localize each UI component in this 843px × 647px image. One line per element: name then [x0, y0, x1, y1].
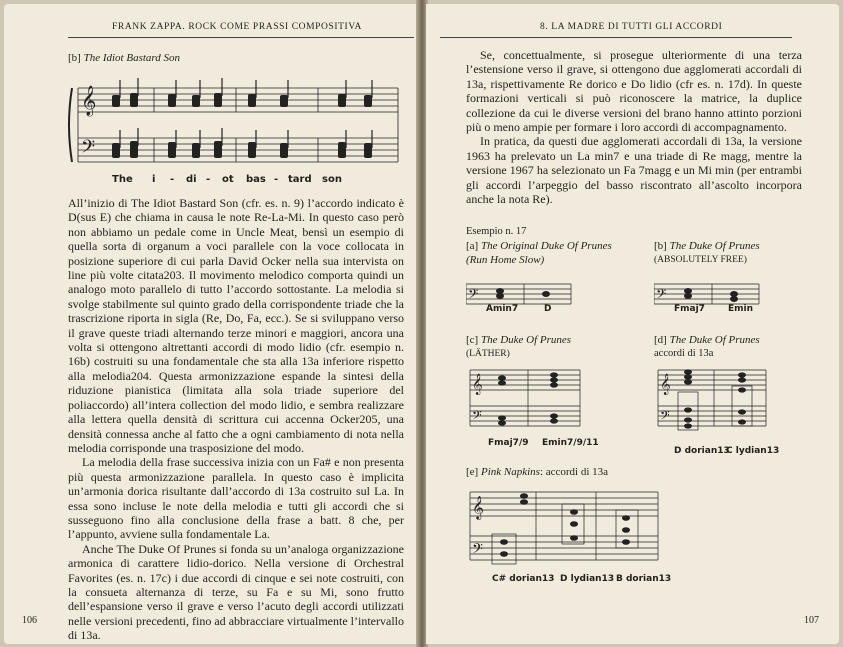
example-tag: [b]	[68, 52, 81, 64]
example-tag: [a]	[466, 240, 479, 252]
header-rule	[440, 37, 792, 38]
score-e	[466, 484, 662, 580]
left-page	[4, 4, 418, 644]
example-tag: [e]	[466, 466, 479, 478]
paragraph: Anche The Duke Of Prunes si fonda su un’analoga organizzazione armonica di carattere lidio-dorico. Nella versione di Orchestral Favorites (es. n. 17c) i due accordi di cinque e sei note costruiti, con la consueta alternanza di terze, su Fa e su Mi, sono frutto dell’espansione verso il grave e verso l’acuto degli accordi utilizzati nelle versioni precedenti, fino ad abbracciare virtualmente l’intervallo di 13a.	[68, 541, 404, 643]
example-title: Pink Napkins	[480, 466, 540, 478]
lyric-syllable: i	[152, 174, 156, 185]
lyric-syllable: The	[112, 174, 133, 185]
example-b-caption	[654, 240, 760, 252]
lyric-syllable: -	[274, 174, 279, 185]
example-title: The Duke Of Prunes	[669, 334, 760, 346]
score-c	[466, 364, 584, 440]
paragraph: La melodia della frase successiva inizia con un Fa# e non presenta più questa armonizzazione parallela. In questo caso è implicita un’armonia dorica risultante dall’accordo di 13a costruito sul La. In essa sono incluse le note della melodia e tutti gli accordi che si susseguono fino alla conclusione della frase a batt. 8 che, per l’appunto, avviene sulla fondamentale La.	[68, 455, 404, 542]
running-head: FRANK ZAPPA. ROCK COME PRASSI COMPOSITIVA	[112, 22, 363, 32]
example-title: The Duke Of Prunes	[669, 240, 760, 252]
lyric-syllable: tard	[288, 174, 312, 185]
svg-text:𝄢: 𝄢	[656, 288, 667, 305]
svg-text:𝄢: 𝄢	[472, 541, 483, 560]
chord-label: D	[544, 304, 552, 314]
example-c-subtitle: (LÄTHER)	[466, 349, 510, 359]
svg-text:𝄞: 𝄞	[472, 374, 483, 394]
chord-label: Emin	[728, 304, 754, 314]
svg-text:𝄢: 𝄢	[468, 288, 479, 305]
chord-label: Fmaj7/9	[488, 438, 529, 448]
example-number: Esempio n. 17	[466, 226, 527, 237]
lyric-syllable: son	[322, 174, 342, 185]
example-d-subtitle: accordi di 13a	[654, 348, 714, 359]
example-c-caption	[466, 334, 571, 346]
chord-label: B dorian13	[616, 574, 672, 584]
right-page	[426, 4, 839, 644]
right-body-text	[466, 48, 802, 206]
chord-label: C# dorian13	[492, 574, 555, 584]
chord-label: Amin7	[486, 304, 519, 314]
example-subtitle: : accordi di 13a	[539, 466, 609, 478]
chord-label: Fmaj7	[674, 304, 705, 314]
lyric-syllable: di	[186, 174, 197, 185]
lyric-syllable: -	[170, 174, 175, 185]
music-score-idiot-bastard-son	[68, 68, 408, 178]
page-number: 106	[22, 615, 37, 626]
paragraph: In pratica, da questi due agglomerati accordali di 13a, la versione 1963 ha prelevato un La min7 e una triade di Re magg, mentre la versione 1967 ha selezionato un Fa 7magg e un Mi min (per entrambi gli accordi l’arpeggio del basso riscontrato all’ascolto incorpora anche la nota Re).	[466, 134, 802, 207]
example-e-caption	[466, 466, 608, 478]
paragraph: Se, concettualmente, si prosegue ulteriormente di una terza l’estensione verso il grave, si ottengono due agglomerati accordali di 13a, rispettivamente Re dorico e Do lidio (cfr es. n. 17d). In queste formazioni verticali si può riconoscere la matrice, la duplice collezione da cui le diverse versioni del brano hanno attinto porzioni più o meno ampie per formare i loro accordi di accompagnamento.	[466, 48, 802, 135]
svg-text:𝄞: 𝄞	[472, 497, 484, 519]
svg-text:𝄢: 𝄢	[660, 410, 670, 426]
chord-label: D lydian13	[560, 574, 615, 584]
svg-text:𝄞: 𝄞	[660, 374, 671, 394]
paragraph: All’inizio di The Idiot Bastard Son (cfr. es. n. 9) l’accordo indicato è D(sus E) che chiama in causa le note Re-La-Mi. In questo caso però non abbiamo un pedale come in Uncle Meat, bensì un esempio di quella sorta di organum a voci parallele con la voce collocata in posizione superiore di cui parla David Ocker nella sua intervista on line più volte citata203. Il movimento melodico comporta quindi un analogo moto parallelo di tutto l’accordo sottostante. La melodia si svolge stabilmente sul quinto grado della corrispondente triade che la trascrizione riporta in sigla (Re, Do, Fa, ecc.). Se si sviluppano verso il grave queste triadi alternando terze minori e maggiori, ancora una volta si ottengono altrettanti accordi di modo lidio (cfr. esempio n. 16b) costruiti su una fondamentale che sta alla 13a inferiore rispetto alla melodia204. Questa armonizzazione espande la sintesi della riduzione pianistica (limitata alla sola triade superiore del poliaccordo) all’intera collection del modo lidio, e sembra realizzare alla lettera quella densità di scrittura cui accenna Ocker205, una densità connessa anche al fatto che a ogni cambiamento di nota nella melodia corrisponde una trasposizione del modo.	[68, 196, 404, 455]
svg-text:𝄢: 𝄢	[81, 137, 96, 162]
lyric-syllable: -	[206, 174, 211, 185]
example-title: The Original Duke Of Prunes	[480, 240, 612, 252]
page-number: 107	[804, 615, 819, 626]
example-d-caption	[654, 334, 760, 346]
example-tag: [d]	[654, 334, 667, 346]
svg-text:𝄞: 𝄞	[81, 86, 97, 116]
example-tag: [c]	[466, 334, 479, 346]
left-body-text	[68, 196, 404, 643]
example-a-subtitle: (Run Home Slow)	[466, 254, 545, 266]
example-title: The Duke Of Prunes	[480, 334, 572, 346]
running-head: 8. LA MADRE DI TUTTI GLI ACCORDI	[540, 22, 723, 32]
lyric-syllable: ot	[222, 174, 234, 185]
chord-label: C lydian13	[726, 446, 780, 456]
chord-label: Emin7/9/11	[542, 438, 599, 448]
example-a-caption	[466, 240, 612, 252]
example-b-subtitle: (ABSOLUTELY FREE)	[654, 255, 747, 265]
score-d	[654, 364, 770, 448]
chord-label: D dorian13	[674, 446, 730, 456]
example-caption	[68, 52, 180, 64]
lyric-syllable: bas	[246, 174, 266, 185]
example-tag: [b]	[654, 240, 667, 252]
header-rule	[68, 37, 414, 38]
example-title: The Idiot Bastard Son	[83, 52, 181, 64]
score-a	[466, 274, 576, 314]
svg-text:𝄢: 𝄢	[472, 410, 482, 426]
